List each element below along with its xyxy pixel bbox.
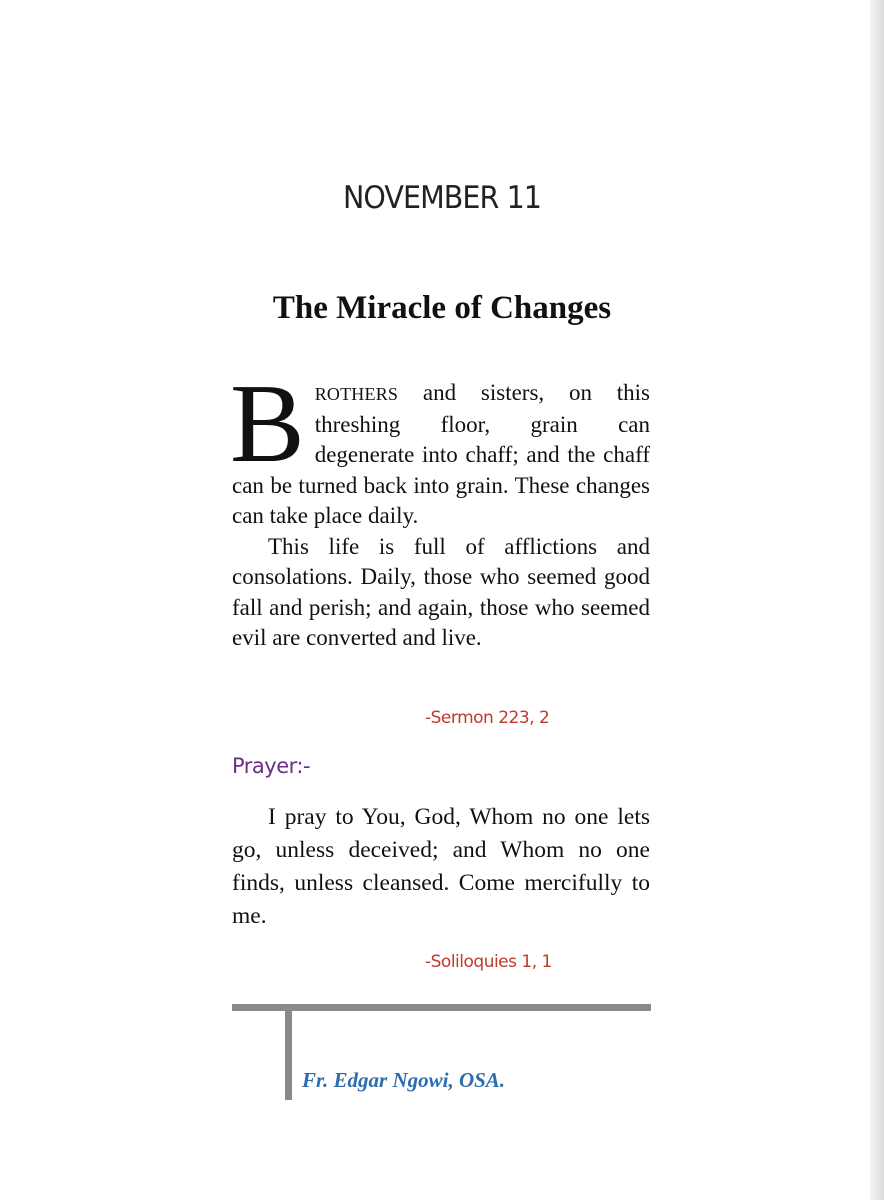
reading-paragraph-2: This life is full of afflictions and consolations. Daily, those who seemed good fall and perish; and again, those who seemed evil are converted and live.: [232, 533, 650, 650]
author-signature: Fr. Edgar Ngowi, OSA.: [302, 1068, 506, 1092]
page-edge-shadow: [870, 0, 884, 1200]
date-heading: NOVEMBER 11: [342, 180, 542, 216]
page-title: The Miracle of Changes: [272, 290, 612, 326]
prayer-text: I pray to You, God, Whom no one lets go, unless deceived; and Whom no one finds, unless cleansed. Come mercifully to me.: [232, 804, 650, 929]
drop-cap: B: [230, 362, 305, 486]
paragraph-1-text: and sisters, on this threshing floor, grain can degenerate into chaff; and the chaff can be turned back into grain. These changes can take place daily.: [232, 380, 650, 528]
signature-rule-horizontal: [232, 1004, 651, 1011]
sermon-citation: -Sermon 223, 2: [425, 708, 550, 728]
signature-rule-vertical: [285, 1009, 292, 1100]
reading-passage: [230, 362, 650, 654]
small-caps-lead: ROTHERS: [314, 384, 399, 404]
soliloquies-citation: -Soliloquies 1, 1: [425, 952, 552, 972]
prayer-heading: Prayer:-: [232, 754, 311, 778]
reading-paragraph-1: [230, 362, 650, 532]
